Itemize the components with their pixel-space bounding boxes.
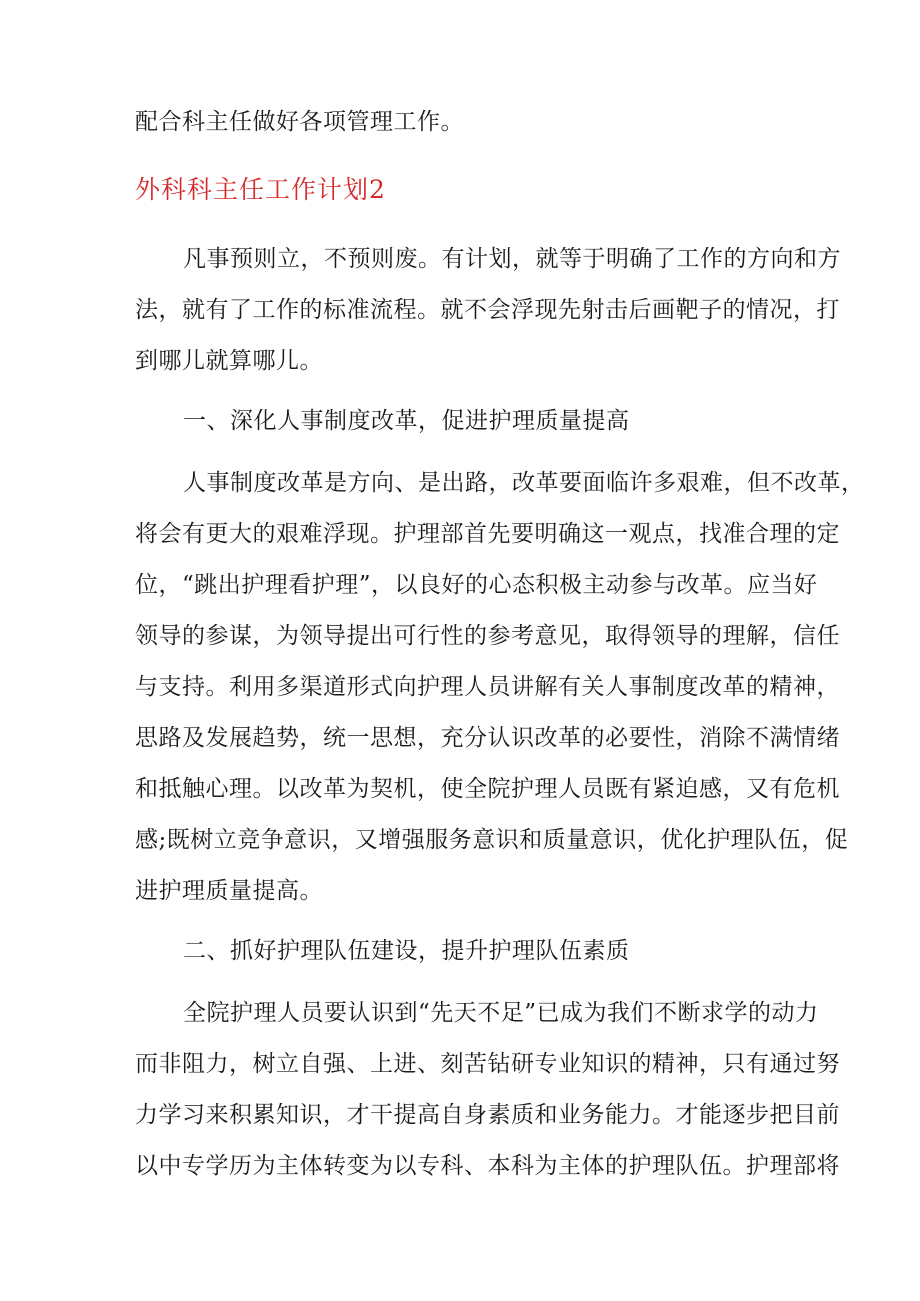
paragraph-line: 以中专学历为主体转变为以专科、本科为主体的护理队伍。护理部将 [135, 1153, 840, 1179]
paragraph-line: 和抵触心理。以改革为契机，使全院护理人员既有紧迫感，又有危机 [135, 776, 840, 802]
paragraph-line: 法，就有了工作的标准流程。就不会浮现先射击后画靶子的情况，打 [135, 297, 840, 323]
paragraph-line: 进护理质量提高。 [135, 878, 323, 904]
paragraph-line: 全院护理人员要认识到“先天不足”已成为我们不断求学的动力 [183, 1000, 819, 1026]
paragraph-line: 位，“跳出护理看护理”，以良好的心态积极主动参与改革。应当好 [135, 572, 818, 598]
paragraph-line: 思路及发展趋势，统一思想，充分认识改革的必要性，消除不满情绪 [135, 725, 840, 751]
paragraph-line: 力学习来积累知识，才干提高自身素质和业务能力。才能逐步把目前 [135, 1102, 840, 1128]
paragraph-line: 与支持。利用多渠道形式向护理人员讲解有关人事制度改革的精神， [135, 674, 840, 700]
paragraph-line: 将会有更大的艰难浮现。护理部首先要明确这一观点，找准合理的定 [135, 521, 840, 547]
paragraph-line: 感;既树立竞争意识，又增强服务意识和质量意识，优化护理队伍，促 [135, 827, 849, 853]
paragraph-line: 人事制度改革是方向、是出路，改革要面临许多艰难，但不改革， [183, 470, 865, 496]
paragraph-line: 而非阻力，树立自强、上进、刻苦钻研专业知识的精神，只有通过努 [135, 1051, 840, 1077]
section-heading: 一、深化人事制度改革，促进护理质量提高 [183, 408, 630, 434]
paragraph-line: 领导的参谋，为领导提出可行性的参考意见，取得领导的理解，信任 [135, 623, 840, 649]
paragraph-line: 凡事预则立，不预则废。有计划，就等于明确了工作的方向和方 [183, 246, 841, 272]
section-heading: 二、抓好护理队伍建设，提升护理队伍素质 [183, 938, 630, 964]
intro-line: 配合科主任做好各项管理工作。 [135, 109, 464, 135]
document-title: 外科科主任工作计划2 [135, 175, 386, 204]
paragraph-line: 到哪儿就算哪儿。 [135, 348, 323, 374]
